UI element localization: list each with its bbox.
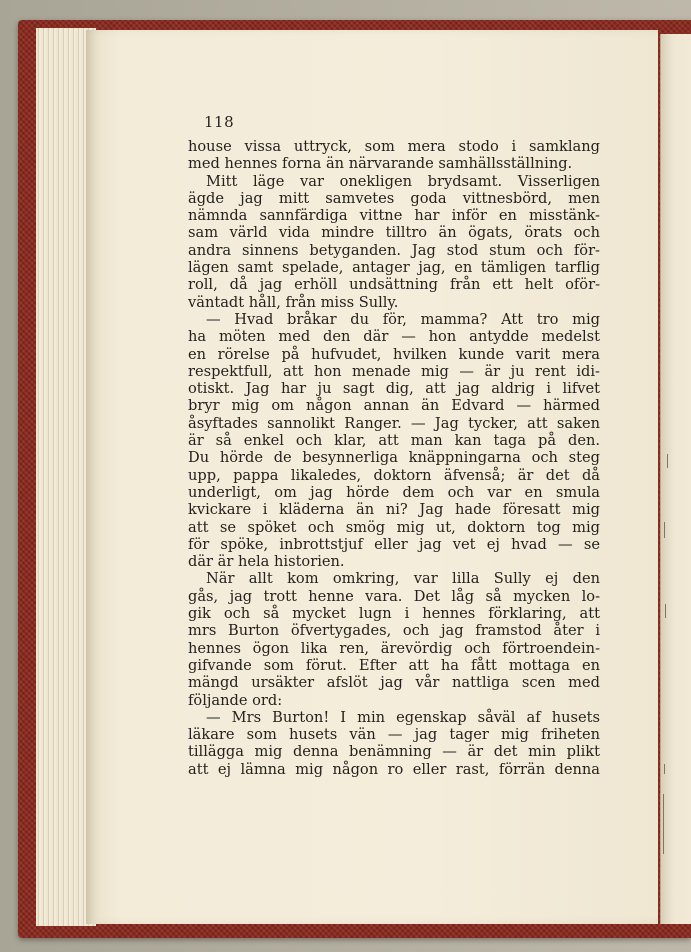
text-line: väntadt håll, från miss Sully. (188, 293, 399, 311)
text-line: lägen samt spelade, antager jag, en tämligen tarflig (188, 259, 600, 277)
edge-mark (664, 764, 665, 774)
text-line: tillägga mig denna benämning — är det min plikt (188, 743, 600, 761)
body-text (188, 138, 600, 778)
next-page-edge (660, 34, 691, 924)
text-line: respektfull, att hon menade mig — är ju rent idi- (188, 362, 600, 380)
text-line: ägde jag mitt samvetes goda vittnesbörd, men (188, 189, 600, 207)
text-line: att ej lämna mig någon ro eller rast, förrän denna (188, 760, 600, 778)
text-line: ha möten med den där — hon antydde medelst (188, 328, 600, 346)
text-line: mrs Burton öfvertygades, och jag framstod åter i (188, 622, 600, 640)
text-line: hennes ögon lika ren, ärevördig och förtroendein- (188, 639, 600, 657)
text-line: underligt, om jag hörde dem och var en smula (188, 483, 600, 501)
text-line: med hennes forna än närvarande samhällsställning. (188, 155, 573, 173)
text-line: gås, jag trott henne vara. Det låg så mycken lo- (188, 587, 600, 605)
text-line: När allt kom omkring, var lilla Sully ej den (206, 570, 600, 588)
text-line: Du hörde de besynnerliga knäppningarna och steg (188, 449, 600, 467)
edge-mark (663, 794, 664, 854)
text-line: sam värld vida mindre tilltro än ögats, örats och (188, 224, 600, 242)
text-line: mängd ursäkter afslöt jag vår nattliga scen med (188, 674, 600, 692)
text-line: att se spöket och smög mig ut, doktorn tog mig (188, 518, 600, 536)
text-line: gik och så mycket lugn i hennes förklaring, att (188, 605, 600, 623)
text-line: andra sinnens betyganden. Jag stod stum och för- (188, 241, 600, 259)
text-line: där är hela historien. (188, 553, 345, 571)
text-line: upp, pappa likaledes, doktorn äfvenså; är det då (188, 466, 600, 484)
text-line: en rörelse på hufvudet, hvilken kunde varit mera (188, 345, 600, 363)
text-line: nämnda sannfärdiga vittne har inför en misstänk- (188, 207, 600, 225)
text-line: läkare som husets vän — jag tager mig friheten (188, 726, 600, 744)
text-line: gifvande som förut. Efter att ha fått mottaga en (188, 656, 600, 674)
edge-mark (667, 454, 668, 468)
text-line: åsyftades sannolikt Ranger. — Jag tycker, att saken (188, 414, 600, 432)
edge-mark (665, 604, 666, 618)
text-line: är så enkel och klar, att man kan taga på den. (188, 432, 600, 450)
text-line: — Mrs Burton! I min egenskap såväl af husets (206, 708, 600, 726)
text-line: för spöke, inbrottstjuf eller jag vet ej hvad — se (188, 535, 600, 553)
text-line: kvickare i kläderna än ni? Jag hade föresatt mig (188, 501, 600, 519)
edge-mark (664, 522, 665, 538)
text-line: bryr mig om någon annan än Edvard — härmed (188, 397, 600, 415)
text-line: Mitt läge var onekligen brydsamt. Visserligen (206, 172, 600, 190)
text-line: otiskt. Jag har ju sagt dig, att jag aldrig i lifvet (188, 380, 600, 398)
text-line: house vissa uttryck, som mera stodo i samklang (188, 138, 600, 155)
text-line: — Hvad bråkar du för, mamma? Att tro mig (206, 310, 600, 328)
text-line: följande ord: (188, 691, 283, 709)
text-line: roll, då jag erhöll undsättning från ett helt oför- (188, 276, 600, 294)
page-number: 118 (204, 113, 235, 131)
